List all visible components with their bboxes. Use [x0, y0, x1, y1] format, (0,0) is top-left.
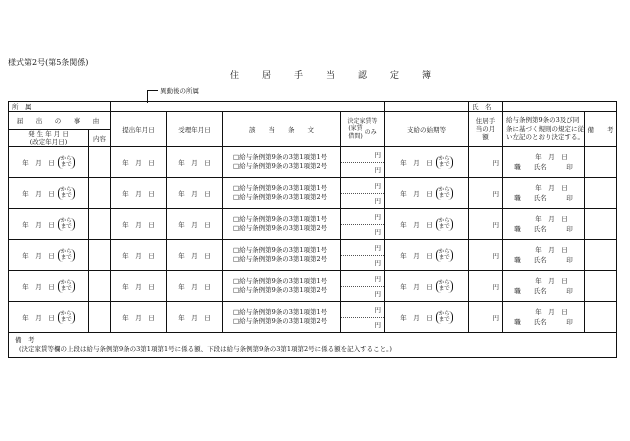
clause-checkbox-cell[interactable]: [223, 302, 341, 333]
clause-1-checkbox[interactable]: □給与条例第9条の3第1項第1号: [233, 183, 328, 192]
yen-unit: 円: [374, 213, 381, 222]
footer-label: 備 考: [15, 336, 35, 345]
approval-header: 給与条例第9条の3及び同条に基づく規則の規定に従い左記のとおり決定する。: [503, 112, 585, 147]
yen-unit: 円: [374, 321, 381, 330]
from-text: から: [438, 217, 450, 224]
page-title: 住 居 手 当 認 定 簿: [230, 71, 439, 81]
signer-text: 職 氏名 印: [514, 287, 573, 296]
clause-2-checkbox[interactable]: □給与条例第9条の3第1項第2号: [233, 286, 328, 295]
submitted-date-cell[interactable]: [111, 178, 167, 209]
start-date-cell[interactable]: [385, 147, 469, 178]
decided-rent-header: [341, 112, 385, 147]
allowance-amount-cell[interactable]: [469, 147, 503, 178]
date-text: 年 月 日: [22, 158, 55, 167]
from-text: から: [438, 186, 450, 193]
decided-rent-cell[interactable]: [341, 240, 385, 271]
from-to-brace: [436, 280, 453, 293]
allowance-amount-cell[interactable]: [469, 178, 503, 209]
to-text: まで: [438, 193, 450, 200]
clause-1-checkbox[interactable]: □給与条例第9条の3第1項第1号: [233, 214, 328, 223]
clause-2-checkbox[interactable]: □給与条例第9条の3第1項第2号: [233, 224, 328, 233]
yen-unit: 円: [492, 282, 499, 291]
content-cell[interactable]: [89, 302, 111, 333]
to-text: まで: [60, 224, 72, 231]
decided-rent-interval: 借間): [348, 132, 363, 140]
date-text: 年 月 日: [122, 158, 155, 167]
applicable-clause-header: 該 当 条 文: [223, 112, 341, 147]
to-text: まで: [60, 255, 72, 262]
yen-unit: 円: [492, 251, 499, 260]
received-date-header: 受理年月日: [167, 112, 223, 147]
clause-checkbox-cell[interactable]: [223, 178, 341, 209]
submitted-date-cell[interactable]: [111, 209, 167, 240]
occurrence-date-cell[interactable]: [9, 209, 89, 240]
start-date-cell[interactable]: [385, 271, 469, 302]
clause-2-checkbox[interactable]: □給与条例第9条の3第1項第2号: [233, 255, 328, 264]
remarks-cell[interactable]: [585, 178, 617, 209]
affiliation-label-cell: [9, 102, 111, 112]
allowance-amount-cell[interactable]: [469, 209, 503, 240]
allowance-amount-cell[interactable]: [469, 271, 503, 302]
date-text: 年 月 日: [22, 251, 55, 260]
from-text: から: [60, 310, 72, 317]
yen-unit: 円: [374, 290, 381, 299]
submitted-date-header: 提出年月日: [111, 112, 167, 147]
from-text: から: [60, 186, 72, 193]
date-text: 年 月 日: [535, 307, 568, 316]
decided-rent-cell[interactable]: [341, 271, 385, 302]
to-text: まで: [438, 255, 450, 262]
start-date-header: 支給の始期等: [385, 112, 469, 147]
content-cell[interactable]: [89, 271, 111, 302]
occurrence-date-cell[interactable]: [9, 178, 89, 209]
date-text: 年 月 日: [22, 189, 55, 198]
approval-cell[interactable]: [503, 178, 585, 209]
from-text: から: [438, 155, 450, 162]
footer-note-text: (決定家賃等欄の上段は給与条例第9条の3第1項第1号に係る額、下段は給与条例第9条の3第1項第2号に係る額を記入すること。): [19, 345, 392, 354]
new-affiliation-note: 異動後の所属: [160, 87, 199, 95]
date-text: 年 月 日: [178, 158, 211, 167]
allowance-register-table: [8, 101, 617, 358]
clause-2-checkbox[interactable]: □給与条例第9条の3第1項第2号: [233, 193, 328, 202]
signer-text: 職 氏名 印: [514, 163, 573, 172]
from-to-brace: [58, 187, 75, 200]
date-text: 年 月 日: [22, 313, 55, 322]
form-number-label: 様式第2号(第5条関係): [8, 58, 89, 67]
date-text: 年 月 日: [178, 282, 211, 291]
received-date-cell[interactable]: [167, 178, 223, 209]
from-to-brace: [436, 187, 453, 200]
occurrence-date-header: 発 生 年 月 日 (改定年月日): [9, 130, 89, 147]
allowance-amount-cell[interactable]: [469, 240, 503, 271]
to-text: まで: [60, 317, 72, 324]
content-header: 内容: [89, 130, 111, 147]
remarks-cell[interactable]: [585, 240, 617, 271]
occurrence-date-cell[interactable]: [9, 240, 89, 271]
submitted-date-cell[interactable]: [111, 302, 167, 333]
affiliation-field[interactable]: [111, 102, 385, 112]
signer-text: 職 氏名 印: [514, 318, 573, 327]
signer-text: 職 氏名 印: [514, 225, 573, 234]
received-date-cell[interactable]: [167, 147, 223, 178]
decided-rent-label: 決定家賃等: [347, 117, 378, 125]
name-label: 氏 名: [472, 103, 492, 111]
date-text: 年 月 日: [22, 282, 55, 291]
from-to-brace: [436, 311, 453, 324]
affiliation-label: 所 属: [12, 103, 32, 111]
decided-rent-cell[interactable]: [341, 302, 385, 333]
submitted-date-cell[interactable]: [111, 147, 167, 178]
from-text: から: [60, 155, 72, 162]
start-date-cell[interactable]: [385, 209, 469, 240]
yen-unit: 円: [374, 275, 381, 284]
start-date-cell[interactable]: [385, 302, 469, 333]
date-text: 年 月 日: [122, 220, 155, 229]
register-row: [9, 178, 617, 209]
decided-rent-cell[interactable]: [341, 178, 385, 209]
report-reason-header: 届 出 の 事 由: [9, 112, 111, 130]
to-text: まで: [60, 193, 72, 200]
allowance-amount-header: 住居手当の月額: [469, 112, 503, 147]
from-text: から: [438, 310, 450, 317]
occurrence-date-cell[interactable]: [9, 271, 89, 302]
approval-cell[interactable]: [503, 271, 585, 302]
submitted-date-cell[interactable]: [111, 240, 167, 271]
to-text: まで: [60, 286, 72, 293]
to-text: まで: [60, 162, 72, 169]
received-date-cell[interactable]: [167, 271, 223, 302]
approval-cell[interactable]: [503, 209, 585, 240]
approval-cell[interactable]: [503, 147, 585, 178]
yen-unit: 円: [374, 166, 381, 175]
date-text: 年 月 日: [535, 276, 568, 285]
date-text: 年 月 日: [400, 158, 433, 167]
remarks-cell[interactable]: [585, 147, 617, 178]
content-cell[interactable]: [89, 240, 111, 271]
date-text: 年 月 日: [178, 313, 211, 322]
yen-unit: 円: [492, 220, 499, 229]
received-date-cell[interactable]: [167, 240, 223, 271]
date-text: 年 月 日: [400, 282, 433, 291]
allowance-amount-cell[interactable]: [469, 302, 503, 333]
register-row: [9, 271, 617, 302]
clause-checkbox-cell[interactable]: [223, 147, 341, 178]
clause-1-checkbox[interactable]: □給与条例第9条の3第1項第1号: [233, 307, 328, 316]
date-text: 年 月 日: [178, 220, 211, 229]
from-to-brace: [58, 249, 75, 262]
from-text: から: [60, 217, 72, 224]
date-text: 年 月 日: [400, 189, 433, 198]
received-date-cell[interactable]: [167, 302, 223, 333]
date-text: 年 月 日: [178, 189, 211, 198]
name-field[interactable]: [503, 102, 617, 112]
clause-1-checkbox[interactable]: □給与条例第9条の3第1項第1号: [233, 245, 328, 254]
from-to-brace: [58, 280, 75, 293]
yen-unit: 円: [492, 189, 499, 198]
yen-unit: 円: [374, 259, 381, 268]
remarks-cell[interactable]: [585, 209, 617, 240]
yen-unit: 円: [374, 182, 381, 191]
content-cell[interactable]: [89, 178, 111, 209]
from-text: から: [438, 248, 450, 255]
yen-unit: 円: [374, 151, 381, 160]
date-text: 年 月 日: [122, 313, 155, 322]
start-date-cell[interactable]: [385, 240, 469, 271]
date-text: 年 月 日: [122, 282, 155, 291]
submitted-date-cell[interactable]: [111, 271, 167, 302]
clause-checkbox-cell[interactable]: [223, 240, 341, 271]
from-to-brace: [58, 218, 75, 231]
date-text: 年 月 日: [535, 152, 568, 161]
yen-unit: 円: [492, 313, 499, 322]
remarks-header: 備 考: [585, 112, 617, 147]
footer-notes: [9, 333, 617, 358]
remarks-cell[interactable]: [585, 302, 617, 333]
occurrence-date-cell[interactable]: [9, 147, 89, 178]
decided-rent-cell[interactable]: [341, 147, 385, 178]
register-row: [9, 147, 617, 178]
to-text: まで: [438, 286, 450, 293]
from-text: から: [60, 279, 72, 286]
received-date-cell[interactable]: [167, 209, 223, 240]
footer-notes-row: [9, 333, 617, 358]
yen-unit: 円: [492, 158, 499, 167]
from-to-brace: [58, 311, 75, 324]
to-text: まで: [438, 224, 450, 231]
clause-checkbox-cell[interactable]: [223, 271, 341, 302]
yen-unit: 円: [374, 244, 381, 253]
clause-1-checkbox[interactable]: □給与条例第9条の3第1項第1号: [233, 152, 328, 161]
from-text: から: [60, 248, 72, 255]
date-text: 年 月 日: [122, 251, 155, 260]
approval-cell[interactable]: [503, 240, 585, 271]
from-to-brace: [436, 218, 453, 231]
date-text: 年 月 日: [178, 251, 211, 260]
date-text: 年 月 日: [400, 220, 433, 229]
name-label-cell: [469, 102, 503, 112]
clause-checkbox-cell[interactable]: [223, 209, 341, 240]
register-row: [9, 240, 617, 271]
clause-1-checkbox[interactable]: □給与条例第9条の3第1項第1号: [233, 276, 328, 285]
decided-rent-cell[interactable]: [341, 209, 385, 240]
affiliation-new-field[interactable]: [385, 102, 469, 112]
date-text: 年 月 日: [535, 214, 568, 223]
register-row: [9, 302, 617, 333]
yen-unit: 円: [374, 228, 381, 237]
to-text: まで: [438, 317, 450, 324]
clause-2-checkbox[interactable]: □給与条例第9条の3第1項第2号: [233, 317, 328, 326]
register-row: [9, 209, 617, 240]
date-text: 年 月 日: [535, 245, 568, 254]
from-to-brace: [436, 156, 453, 169]
start-date-cell[interactable]: [385, 178, 469, 209]
from-to-brace: [58, 156, 75, 169]
yen-unit: 円: [374, 197, 381, 206]
occurrence-date-cell[interactable]: [9, 302, 89, 333]
from-to-brace: [436, 249, 453, 262]
to-text: まで: [438, 162, 450, 169]
decided-rent-rent: (家賃: [348, 125, 363, 133]
date-text: 年 月 日: [400, 251, 433, 260]
signer-text: 職 氏名 印: [514, 256, 573, 265]
signer-text: 職 氏名 印: [514, 194, 573, 203]
from-text: から: [438, 279, 450, 286]
date-text: 年 月 日: [400, 313, 433, 322]
decided-rent-only: のみ: [364, 129, 377, 137]
remarks-cell[interactable]: [585, 271, 617, 302]
clause-2-checkbox[interactable]: □給与条例第9条の3第1項第2号: [233, 162, 328, 171]
date-text: 年 月 日: [122, 189, 155, 198]
yen-unit: 円: [374, 306, 381, 315]
date-text: 年 月 日: [535, 183, 568, 192]
content-cell[interactable]: [89, 209, 111, 240]
date-text: 年 月 日: [22, 220, 55, 229]
approval-cell[interactable]: [503, 302, 585, 333]
content-cell[interactable]: [89, 147, 111, 178]
